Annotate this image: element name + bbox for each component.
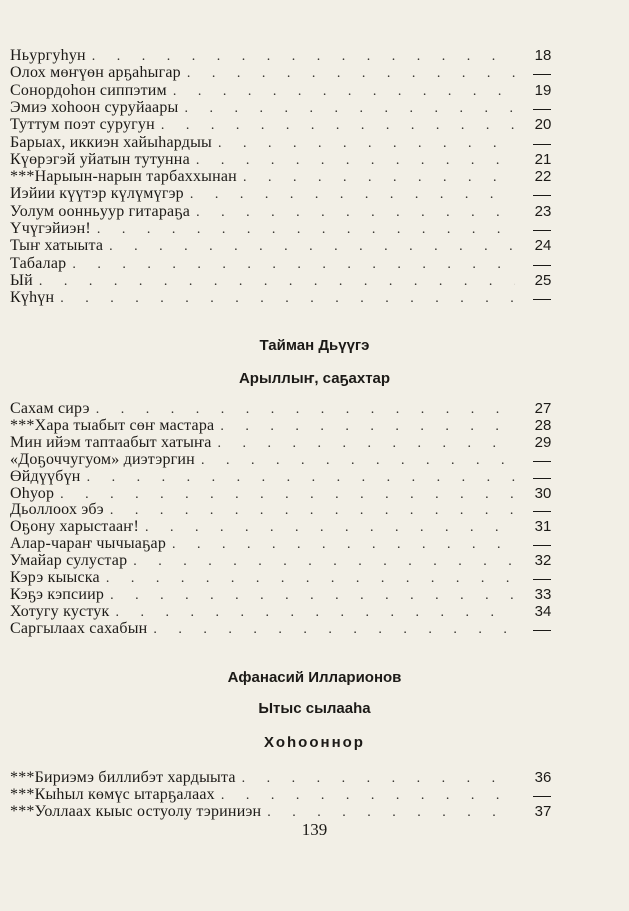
toc-entry-title: ***Уоллаах кыыс остуолу тэриниэн [10, 803, 262, 821]
toc-entry-page: 34 [534, 602, 552, 620]
dot-leader [190, 186, 515, 204]
book-heading-arylylyn: Арыллыҥ, саҕахтар [238, 370, 391, 387]
page-folio: 139 [301, 820, 328, 839]
toc-entry-title: Табалар [10, 254, 67, 272]
toc-entry-title: Ый [10, 271, 33, 289]
toc-entry-title: Эмиэ хоһоон суруйаары [10, 98, 179, 116]
dot-leader [173, 83, 515, 101]
dot-leader [218, 135, 515, 153]
dot-leader [97, 221, 515, 239]
toc-entry [10, 535, 515, 553]
toc-entry-page: 24 [534, 237, 552, 255]
toc-entry [10, 82, 515, 100]
toc-entry-page: 28 [534, 416, 552, 434]
toc-entry [10, 185, 515, 203]
toc-entry [10, 168, 515, 186]
toc-entry-title: Күөрэгэй уйатын тутунна [10, 150, 190, 168]
toc-entry-page: 22 [534, 168, 552, 186]
dot-leader [72, 256, 515, 274]
toc-entry-title: Алар-чараҥ чычыаҕар [10, 535, 167, 553]
dot-leader [196, 152, 515, 170]
subsection-heading-hohoonnor: Хоһооннор [264, 734, 365, 751]
book-heading-ytys: Ытыс сылааһа [258, 700, 371, 717]
toc-entry [10, 552, 515, 570]
toc-entry-title: Туттум поэт суругун [10, 116, 155, 134]
toc-entry [10, 417, 515, 435]
toc-entry-title: ***Хара тыабыт сөҥ мастара [10, 416, 215, 434]
toc-entry-title: Оҕону харыстааҥ! [10, 518, 139, 536]
toc-entry [10, 116, 515, 134]
dot-leader [60, 290, 515, 308]
dot-leader [243, 169, 515, 187]
toc-entry-page: 27 [534, 400, 552, 417]
toc-entry-page: 37 [534, 803, 552, 821]
toc-entry [10, 485, 515, 503]
toc-entry-title: Күһүн [10, 289, 55, 307]
toc-entry-title: Тыҥ хатыыта [10, 237, 104, 255]
toc-entry-title: «Доҕоччугуом» диэтэргин [10, 450, 195, 468]
toc-entry-page: 36 [534, 769, 552, 786]
toc-entry [10, 586, 515, 604]
toc-entry [10, 151, 515, 169]
toc-entry-page-dash [533, 144, 551, 145]
toc-entry-title: Уолум оонньуур гитараҕа [10, 202, 191, 220]
toc-entry [10, 47, 515, 65]
toc-entry-page: 21 [534, 150, 552, 168]
toc-entry-page: 19 [534, 81, 552, 99]
toc-entry [10, 64, 515, 82]
toc-entry-page-dash [533, 195, 551, 196]
toc-entry-page-dash [533, 796, 551, 797]
toc-entry-title: Ньургуһун [10, 47, 86, 64]
toc-entry-page-dash [533, 579, 551, 580]
dot-leader [153, 621, 515, 639]
toc-entry-title: ***Кыһыл көмүс ытарҕалаах [10, 786, 215, 804]
toc-entry [10, 400, 515, 418]
toc-entry [10, 451, 515, 469]
dot-leader [187, 65, 515, 83]
dot-leader [92, 48, 515, 66]
toc-entry-title: Иэйии күүтэр күлүмүгэр [10, 185, 184, 203]
toc-entry [10, 99, 515, 117]
toc-entry [10, 134, 515, 152]
toc-entry-title: Дьоллоох эбэ [10, 501, 104, 519]
toc-entry [10, 220, 515, 238]
toc-entry [10, 786, 515, 804]
toc-entry-title: Кэрэ кыыска [10, 569, 100, 586]
toc-entry-page: 25 [534, 271, 552, 289]
toc-entry-page: 18 [534, 47, 552, 64]
toc-entry-page-dash [533, 478, 551, 479]
toc-entry [10, 569, 515, 587]
toc-entry-title: Сахам сирэ [10, 400, 90, 417]
toc-entry-title: Үчүгэйиэн! [10, 220, 91, 237]
author-heading-taiman: Тайман Дьүүгэ [259, 337, 370, 354]
toc-entry-title: Кэҕэ кэпсиир [10, 585, 105, 603]
toc-entry-page: 30 [534, 484, 552, 502]
toc-entry [10, 203, 515, 221]
toc-entry [10, 769, 515, 787]
toc-entry [10, 289, 515, 307]
toc-entry [10, 434, 515, 452]
toc-entry-page: 29 [534, 433, 552, 451]
toc-entry [10, 603, 515, 621]
toc-entry [10, 803, 515, 821]
toc-entry [10, 272, 515, 290]
dot-leader [184, 100, 515, 118]
dot-leader [196, 204, 515, 222]
toc-entry-title: Мин ийэм таптаабыт хатыҥа [10, 433, 212, 451]
toc-entry-page-dash [533, 109, 551, 110]
toc-entry-page-dash [533, 74, 551, 75]
toc-entry-title: Умайар сулустар [10, 552, 128, 570]
toc-entry-page-dash [533, 230, 551, 231]
toc-entry [10, 501, 515, 519]
dot-leader [39, 273, 515, 291]
toc-entry-title: Олох мөҥүөн арҕаһыгар [10, 64, 181, 82]
toc-entry [10, 468, 515, 486]
toc-entry [10, 237, 515, 255]
toc-entry-title: Оһуор [10, 484, 55, 502]
toc-entry-page-dash [533, 511, 551, 512]
toc-entry-page-dash [533, 461, 551, 462]
toc-entry-title: ***Бириэмэ биллибэт хардыыта [10, 769, 236, 786]
toc-entry-page-dash [533, 630, 551, 631]
toc-entry-title: Сонордоһон сиппэтим [10, 81, 167, 99]
dot-leader [161, 117, 515, 135]
toc-entry [10, 255, 515, 273]
toc-entry-page: 20 [534, 116, 552, 134]
toc-entry [10, 518, 515, 536]
toc-entry [10, 620, 515, 638]
dot-leader [109, 238, 515, 256]
author-heading-illarionov: Афанасий Илларионов [227, 669, 402, 686]
toc-entry-title: Өйдүүбүн [10, 467, 81, 485]
toc-entry-title: Саргылаах сахабын [10, 619, 148, 637]
toc-entry-page-dash [533, 545, 551, 546]
toc-entry-page: 23 [534, 202, 552, 220]
toc-entry-title: Хотугу кустук [10, 602, 110, 620]
toc-entry-page-dash [533, 299, 551, 300]
toc-entry-page: 33 [534, 585, 552, 603]
toc-entry-title: Барыах, иккиэн хайыһардыы [10, 133, 212, 151]
toc-entry-page: 31 [534, 518, 552, 536]
toc-entry-page-dash [533, 265, 551, 266]
toc-entry-title: ***Нарыын-нарын тарбаххынан [10, 168, 237, 186]
toc-entry-page: 32 [534, 552, 552, 570]
